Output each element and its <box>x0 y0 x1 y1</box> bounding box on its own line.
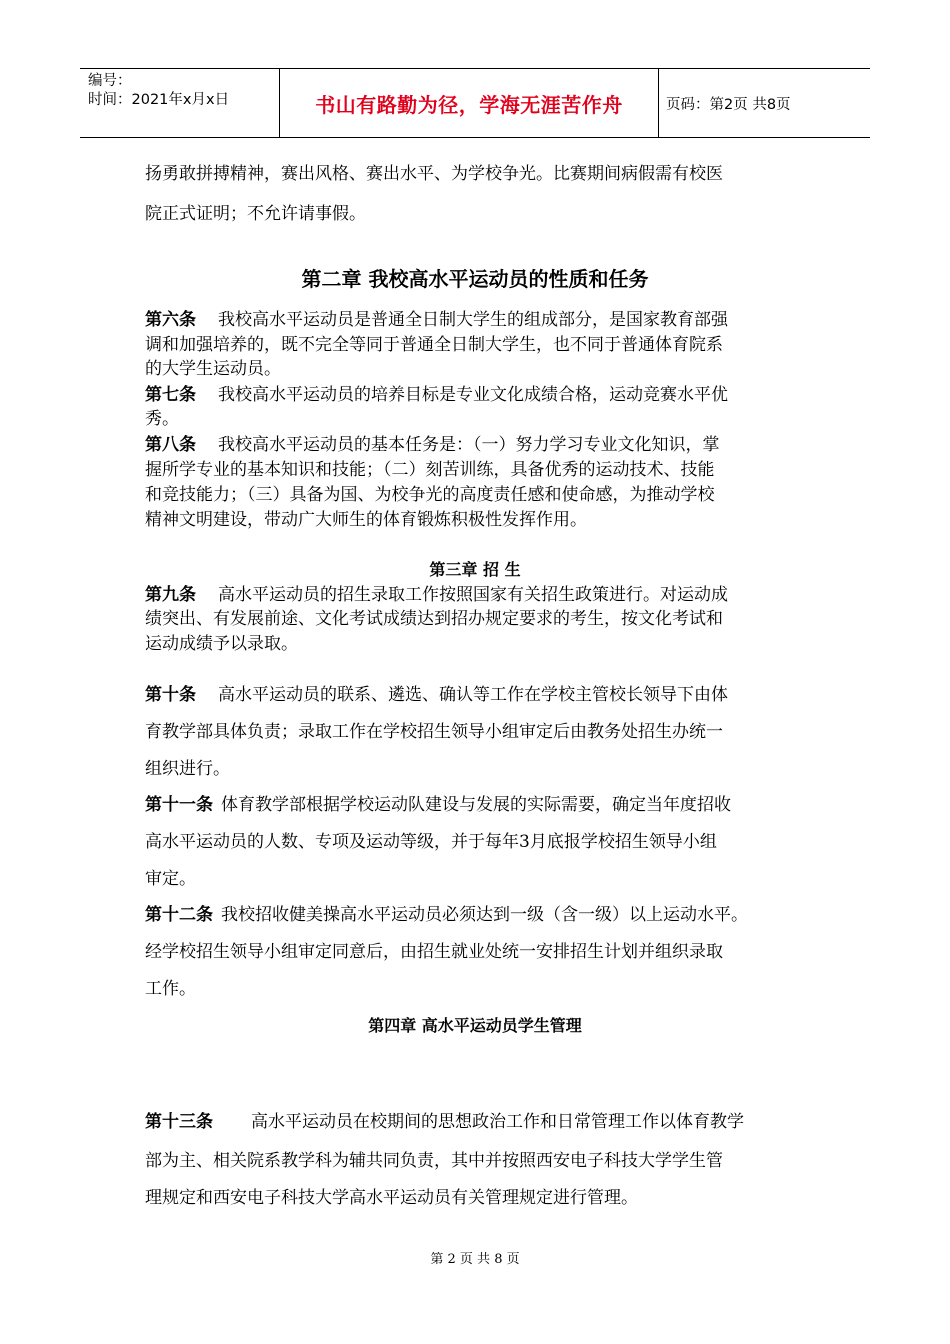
article-text: 我校招收健美操高水平运动员必须达到一级（含一级）以上运动水平。 <box>221 905 748 925</box>
document-date: 时间：2021年x月x日 <box>88 92 230 108</box>
chapter-title: 第四章 高水平运动员学生管理 <box>368 1016 582 1035</box>
article-text: 高水平运动员在校期间的思想政治工作和日常管理工作以体育教学 <box>251 1112 744 1132</box>
article-text: 我校高水平运动员的基本任务是：（一）努力学习专业文化知识，掌 <box>218 435 720 455</box>
article-11 <box>145 790 731 815</box>
article-6 <box>145 305 728 330</box>
article-label: 第七条 <box>145 385 196 405</box>
article-label: 第十条 <box>145 685 196 705</box>
header-page-info: 页码：第2页 共8页 <box>666 96 791 113</box>
chapter-title: 第二章 我校高水平运动员的性质和任务 <box>301 267 649 291</box>
article-text: 高水平运动员的招生录取工作按照国家有关招生政策进行。对运动成 <box>218 585 728 605</box>
paragraph-line: 高水平运动员的人数、专项及运动等级，并于每年3月底报学校招生领导小组 <box>145 832 717 852</box>
paragraph-line: 运动成绩予以录取。 <box>145 634 298 654</box>
paragraph-line: 经学校招生领导小组审定同意后，由招生就业处统一安排招生计划并组织录取 <box>145 942 723 962</box>
article-8 <box>145 430 720 455</box>
article-text: 我校高水平运动员的培养目标是专业文化成绩合格，运动竞赛水平优 <box>218 385 728 405</box>
paragraph-line: 精神文明建设，带动广大师生的体育锻炼积极性发挥作用。 <box>145 510 587 530</box>
page-header <box>80 68 870 138</box>
article-10 <box>145 680 728 705</box>
paragraph-line: 绩突出、有发展前途、文化考试成绩达到招办规定要求的考生，按文化考试和 <box>145 609 723 629</box>
article-label: 第六条 <box>145 310 196 330</box>
article-12 <box>145 900 748 925</box>
paragraph-line: 调和加强培养的，既不完全等同于普通全日制大学生，也不同于普通体育院系 <box>145 335 723 355</box>
page-footer: 第 2 页 共 8 页 <box>430 1252 520 1267</box>
article-label: 第十一条 <box>145 795 213 815</box>
article-9 <box>145 580 728 605</box>
article-label: 第十三条 <box>145 1112 213 1132</box>
article-text: 高水平运动员的联系、遴选、确认等工作在学校主管校长领导下由体 <box>218 685 728 705</box>
article-label: 第八条 <box>145 435 196 455</box>
paragraph-line: 院正式证明；不允许请事假。 <box>145 204 366 224</box>
paragraph-line: 审定。 <box>145 869 196 889</box>
article-label: 第十二条 <box>145 905 213 925</box>
article-7 <box>145 380 728 405</box>
header-divider <box>658 69 659 137</box>
header-motto: 书山有路勤为径，学海无涯苦作舟 <box>315 92 623 117</box>
paragraph-line: 秀。 <box>145 409 179 429</box>
paragraph-line: 扬勇敢拼搏精神，赛出风格、赛出水平、为学校争光。比赛期间病假需有校医 <box>145 164 723 184</box>
article-label: 第九条 <box>145 585 196 605</box>
paragraph-line: 工作。 <box>145 979 196 999</box>
paragraph-line: 组织进行。 <box>145 759 230 779</box>
chapter-title: 第三章 招 生 <box>429 560 521 579</box>
paragraph-line: 的大学生运动员。 <box>145 359 281 379</box>
article-13 <box>145 1107 744 1132</box>
article-text: 体育教学部根据学校运动队建设与发展的实际需要，确定当年度招收 <box>221 795 731 815</box>
header-meta <box>88 72 229 110</box>
paragraph-line: 和竞技能力；（三）具备为国、为校争光的高度责任感和使命感，为推动学校 <box>145 485 715 505</box>
paragraph-line: 部为主、相关院系教学科为辅共同负责，其中并按照西安电子科技大学学生管 <box>145 1151 723 1171</box>
paragraph-line: 理规定和西安电子科技大学高水平运动员有关管理规定进行管理。 <box>145 1188 638 1208</box>
document-number: 编号： <box>88 73 132 89</box>
article-text: 我校高水平运动员是普通全日制大学生的组成部分，是国家教育部强 <box>218 310 728 330</box>
paragraph-line: 握所学专业的基本知识和技能；（二）刻苦训练，具备优秀的运动技术、技能 <box>145 460 715 480</box>
paragraph-line: 育教学部具体负责；录取工作在学校招生领导小组审定后由教务处招生办统一 <box>145 722 723 742</box>
